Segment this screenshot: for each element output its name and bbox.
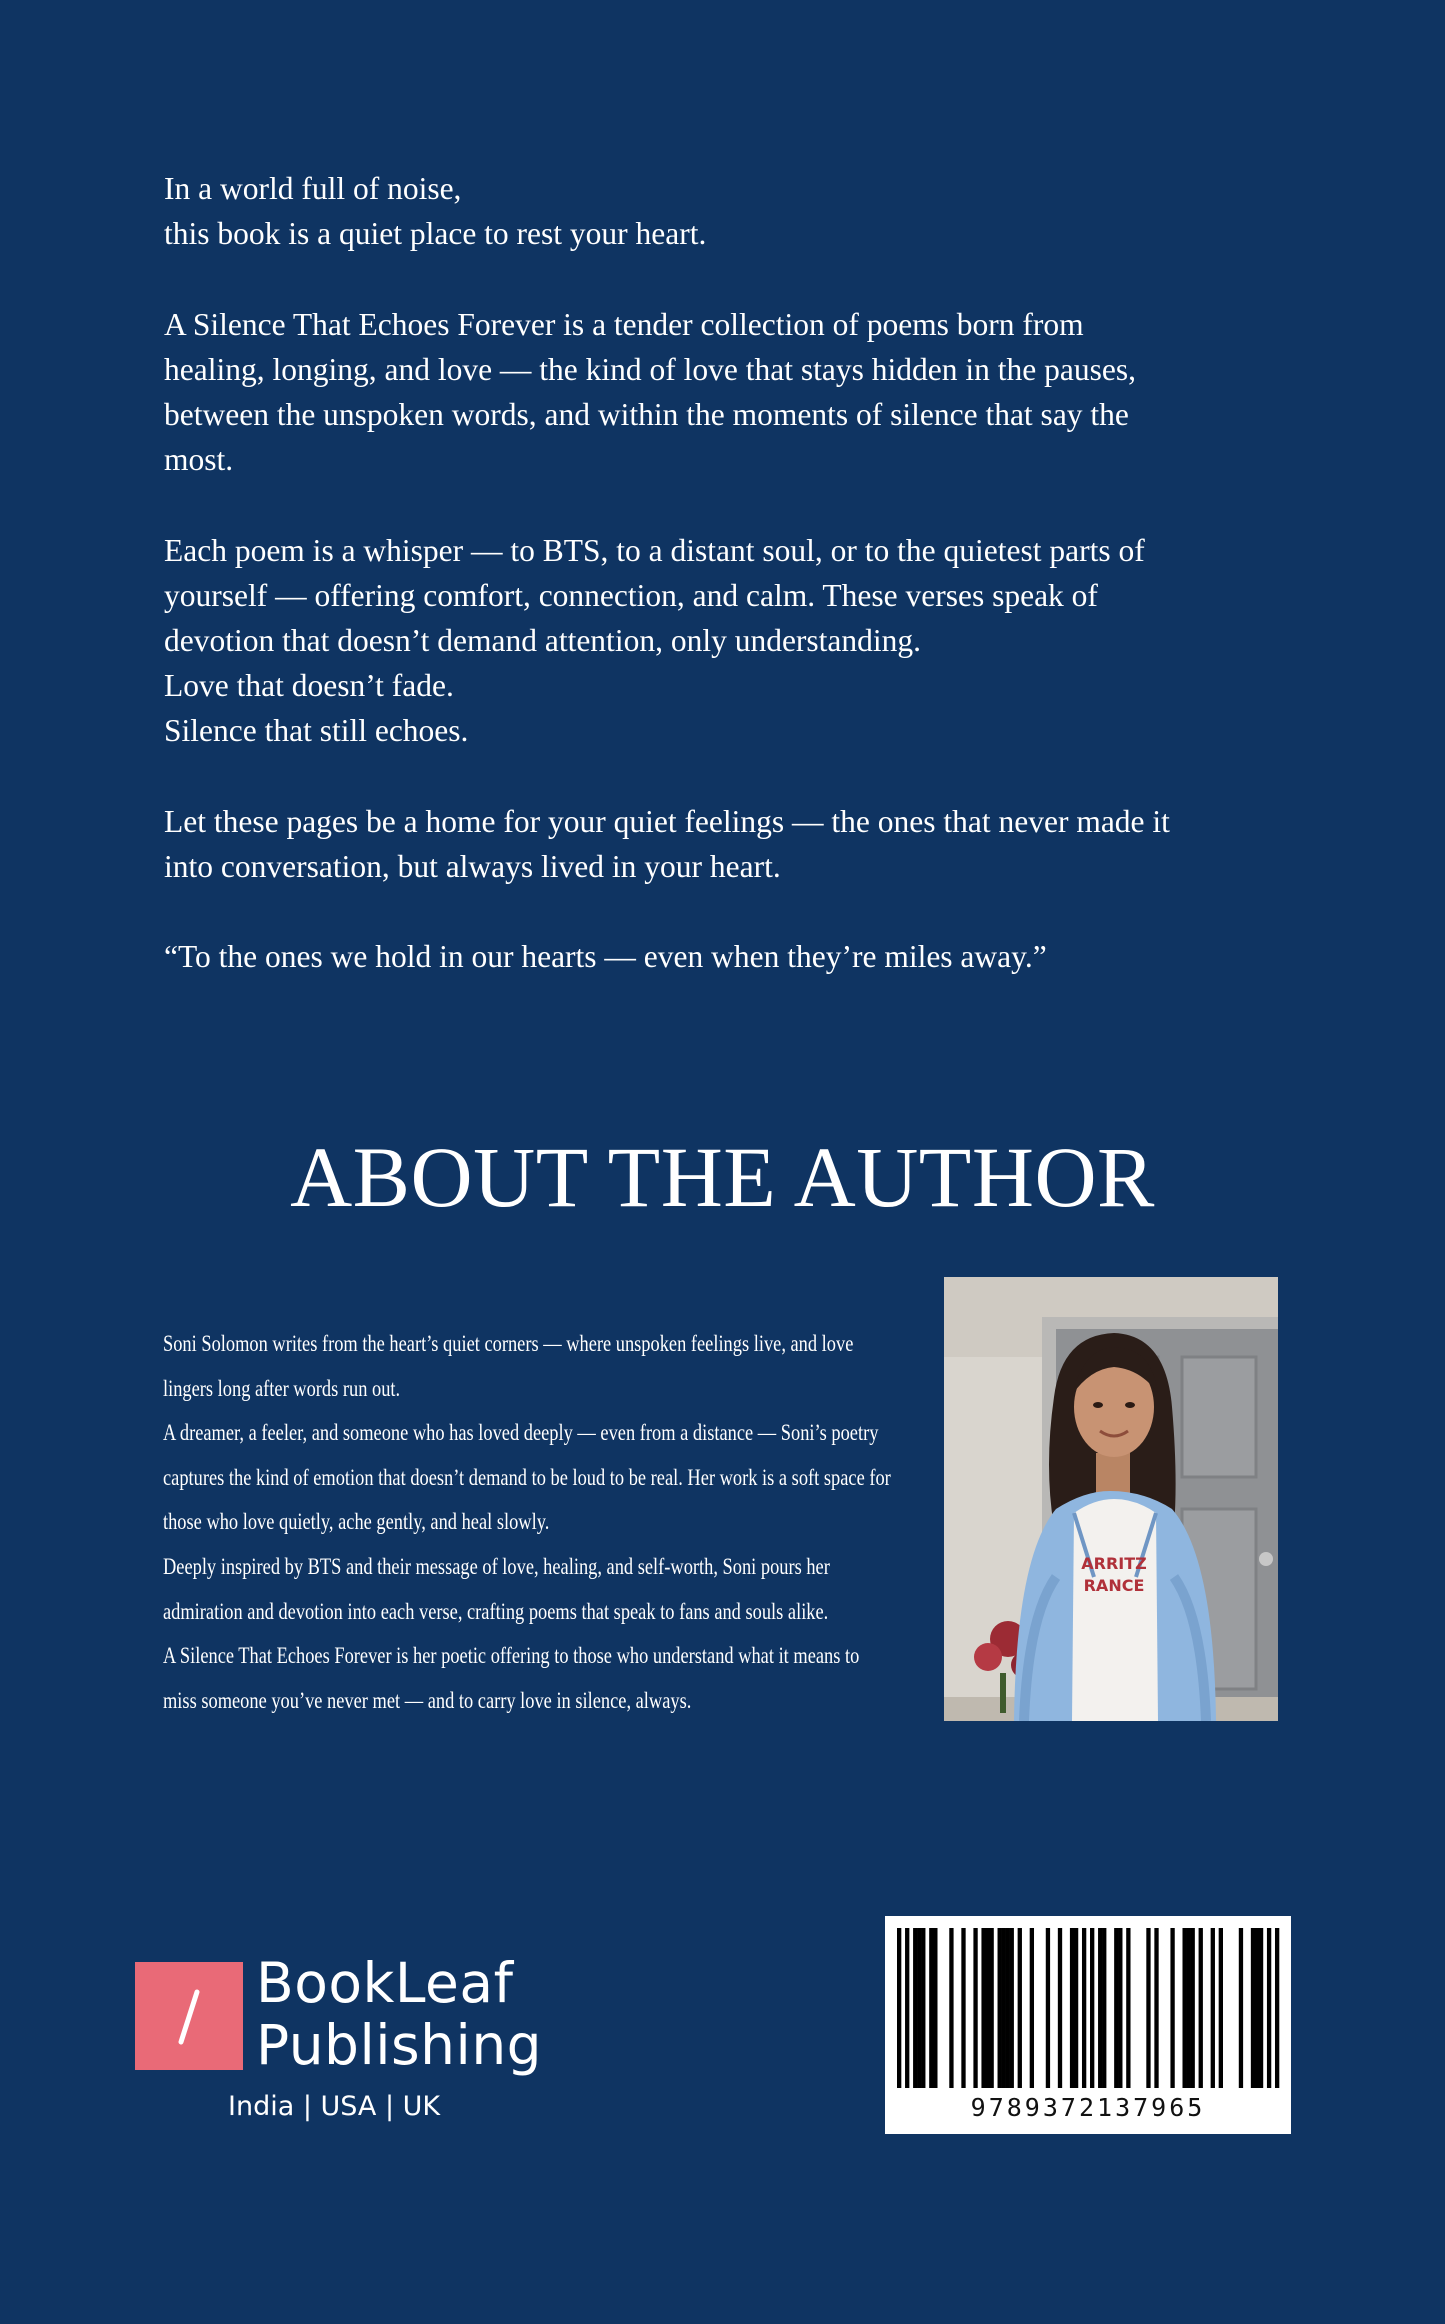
barcode-bar — [921, 1928, 925, 2088]
author-photo — [944, 1277, 1278, 1721]
barcode-bar — [1146, 1928, 1150, 2088]
barcode-bar — [961, 1928, 965, 2088]
bio-line: Soni Solomon writes from the heart’s quiet corners — where unspoken feelings live, and love — [163, 1331, 854, 1356]
barcode-bar — [1006, 1928, 1010, 2088]
barcode-bar — [1070, 1928, 1074, 2088]
barcode-bar — [1030, 1928, 1034, 2088]
bio-line: those who love quietly, ache gently, and heal slowly. — [163, 1509, 550, 1535]
barcode-bar — [1239, 1928, 1243, 2088]
publisher-name — [256, 1952, 542, 2076]
bio-line: A dreamer, a feeler, and someone who has loved deeply — even from a distance — Soni’s poetry — [163, 1420, 879, 1446]
barcode-bar — [1046, 1928, 1050, 2088]
blurb-paragraph — [164, 302, 1294, 483]
blurb-line: most. — [164, 442, 234, 478]
barcode-bar — [1187, 1928, 1191, 2088]
about-author-heading: ABOUT THE AUTHOR — [290, 1129, 1155, 1225]
blurb-line: yourself — offering comfort, connection, and calm. These verses speak of — [164, 577, 1098, 613]
barcode-bar — [905, 1928, 909, 2088]
barcode-bar — [949, 1928, 953, 2088]
blurb-line: “To the ones we hold in our hearts — even when they’re miles away.” — [164, 939, 1047, 975]
slash-logo-icon — [135, 1962, 243, 2070]
blurb-line: into conversation, but always lived in your heart. — [164, 849, 781, 884]
barcode-bar — [1018, 1928, 1022, 2088]
barcode-bar — [998, 1928, 1002, 2088]
barcode-bar — [989, 1928, 993, 2088]
blurb-line: this book is a quiet place to rest your heart. — [164, 216, 707, 252]
shirt-text-2: RANCE — [1083, 1576, 1145, 1595]
blurb-paragraph — [164, 934, 1294, 979]
blurb-paragraph — [164, 528, 1294, 754]
barcode-bar — [917, 1928, 921, 2088]
barcode-bar — [981, 1928, 985, 2088]
publisher-name-line1: BookLeaf — [256, 1951, 514, 2015]
barcode-bar — [1267, 1928, 1271, 2088]
back-cover-blurb — [164, 166, 1294, 1025]
blurb-line: A Silence That Echoes Forever is a tender collection of poems born from — [164, 306, 1084, 342]
bio-line: Deeply inspired by BTS and their message of love, healing, and self-worth, Soni pours her — [163, 1553, 830, 1579]
blurb-line: healing, longing, and love — the kind of love that stays hidden in the pauses, — [164, 351, 1136, 387]
barcode-bar — [1255, 1928, 1259, 2088]
barcode-bar — [1118, 1928, 1122, 2088]
publisher-name-line2: Publishing — [256, 2013, 543, 2077]
barcode-bar — [1126, 1928, 1130, 2088]
bio-line: admiration and devotion into each verse, crafting poems that speak to fans and souls alike. — [163, 1598, 829, 1624]
barcode-bar — [1002, 1928, 1006, 2088]
publisher-tagline: India | USA | UK — [228, 2091, 441, 2122]
blurb-line: Love that doesn’t fade. — [164, 668, 454, 704]
isbn-number: 9789372137965 — [970, 2093, 1206, 2122]
barcode-bar — [1182, 1928, 1186, 2088]
barcode-bar — [1219, 1928, 1223, 2088]
barcode-bar — [913, 1928, 917, 2088]
blurb-paragraph — [164, 166, 1294, 256]
barcode-bar — [1074, 1928, 1078, 2088]
barcode-bar — [1275, 1928, 1279, 2088]
barcode-bar — [1098, 1928, 1102, 2088]
publisher-logo — [135, 1951, 543, 2132]
bio-line: A Silence That Echoes Forever is her poetic offering to those who understand what it means to — [163, 1643, 860, 1669]
blurb-line: In a world full of noise, — [164, 171, 462, 206]
barcode-bar — [1251, 1928, 1255, 2088]
author-bio — [163, 1322, 891, 1723]
bio-line: captures the kind of emotion that doesn’t demand to be loud to be real. Her work is a soft space for — [163, 1464, 891, 1490]
barcode-bar — [933, 1928, 937, 2088]
barcode-bar — [1058, 1928, 1062, 2088]
bio-line: lingers long after words run out. — [163, 1375, 401, 1401]
isbn-barcode — [885, 1916, 1291, 2134]
barcode-bar — [973, 1928, 977, 2088]
barcode-bar — [1090, 1928, 1094, 2088]
barcode-bar — [1259, 1928, 1263, 2088]
barcode-bar — [1191, 1928, 1195, 2088]
barcode-bar — [1082, 1928, 1086, 2088]
barcode-bar — [1010, 1928, 1014, 2088]
barcode-bar — [1199, 1928, 1203, 2088]
barcode-bar — [1102, 1928, 1106, 2088]
barcode-bar — [1211, 1928, 1215, 2088]
blurb-line: Silence that still echoes. — [164, 713, 469, 749]
barcode-bar — [1170, 1928, 1174, 2088]
bio-line: miss someone you’ve never met — and to carry love in silence, always. — [163, 1687, 692, 1713]
barcode-bar — [929, 1928, 933, 2088]
barcode-bar — [985, 1928, 989, 2088]
blurb-line: devotion that doesn’t demand attention, only understanding. — [164, 623, 922, 658]
barcode-bar — [1154, 1928, 1158, 2088]
blurb-line: Each poem is a whisper — to BTS, to a distant soul, or to the quietest parts of — [164, 532, 1145, 568]
shirt-text-1: ARRITZ — [1081, 1554, 1147, 1573]
blurb-line: Let these pages be a home for your quiet feelings — the ones that never made it — [164, 803, 1170, 839]
blurb-paragraph — [164, 799, 1294, 889]
barcode-bar — [897, 1928, 901, 2088]
barcode-bar — [1114, 1928, 1118, 2088]
blurb-line: between the unspoken words, and within the moments of silence that say the — [164, 397, 1129, 432]
